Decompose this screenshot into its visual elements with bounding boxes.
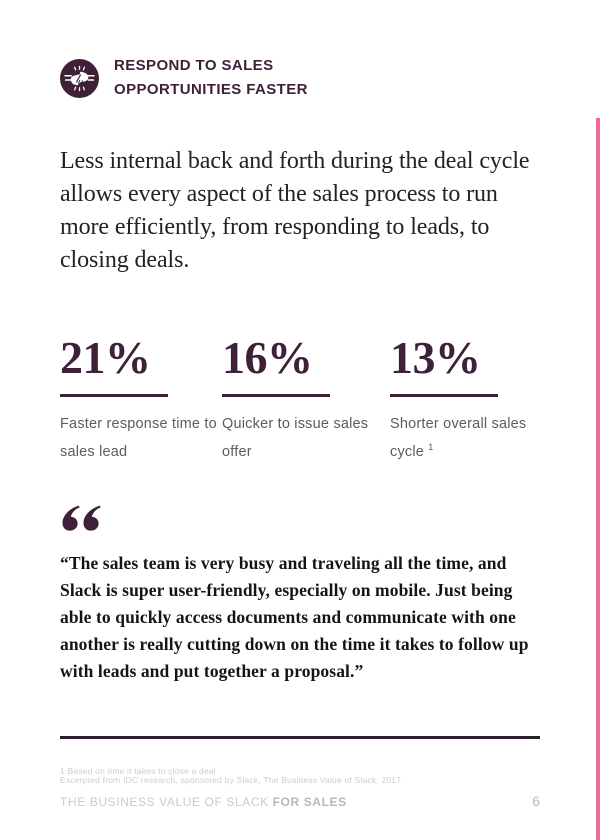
stat-value: 13% <box>390 332 481 383</box>
section-title-line2: OPPORTUNITIES FASTER <box>114 81 308 98</box>
page-edge-accent-bar <box>596 118 600 840</box>
lead-paragraph: Less internal back and forth during the deal cycle allows every aspect of the sales process to run more efficiently, from responding to leads, to closing deals. <box>60 148 530 273</box>
document-title-bold: FOR SALES <box>272 795 347 809</box>
stat-underline <box>60 394 168 397</box>
document-title <box>60 795 347 809</box>
stat-label <box>222 413 390 464</box>
page-number: 6 <box>532 793 540 809</box>
stat-label-text: Shorter overall sales cycle <box>390 416 527 460</box>
stat-underline <box>390 394 498 397</box>
footnote: 1 Based on time it takes to close a deal <box>60 765 216 776</box>
stat-label <box>390 413 540 464</box>
stat-quicker-offer <box>222 332 390 464</box>
stat-value: 16% <box>222 332 313 383</box>
divider-rule <box>60 736 540 739</box>
stat-shorter-cycle <box>390 332 540 464</box>
section-title-line1: RESPOND TO SALES <box>114 57 274 74</box>
open-quote-icon <box>60 504 102 532</box>
stat-label-text: Faster response time to sales lead <box>60 416 217 460</box>
stat-value: 21% <box>60 332 151 383</box>
customer-quote: “The sales team is very busy and traveling all the time, and Slack is super user-friendly, especially on mobile. Just being able to quickly access documents and communicate with one another is really cutting down on the time it takes to follow up with leads and put together a proposal.” <box>60 552 529 681</box>
source-attribution: Excerpted from IDC research, sponsored by Slack, The Business Value of Slack, 2017 <box>60 775 402 785</box>
stat-label-text: Quicker to issue sales offer <box>222 416 369 460</box>
stat-label <box>60 413 222 464</box>
handshake-icon <box>60 59 99 98</box>
stat-faster-response <box>60 332 222 464</box>
document-title-regular: THE BUSINESS VALUE OF SLACK <box>60 795 273 809</box>
page-footer <box>60 793 540 809</box>
stats-row <box>60 332 540 464</box>
stat-underline <box>222 394 330 397</box>
section-header <box>60 54 540 102</box>
footnote-marker: 1 <box>428 442 434 452</box>
section-title <box>114 54 308 102</box>
